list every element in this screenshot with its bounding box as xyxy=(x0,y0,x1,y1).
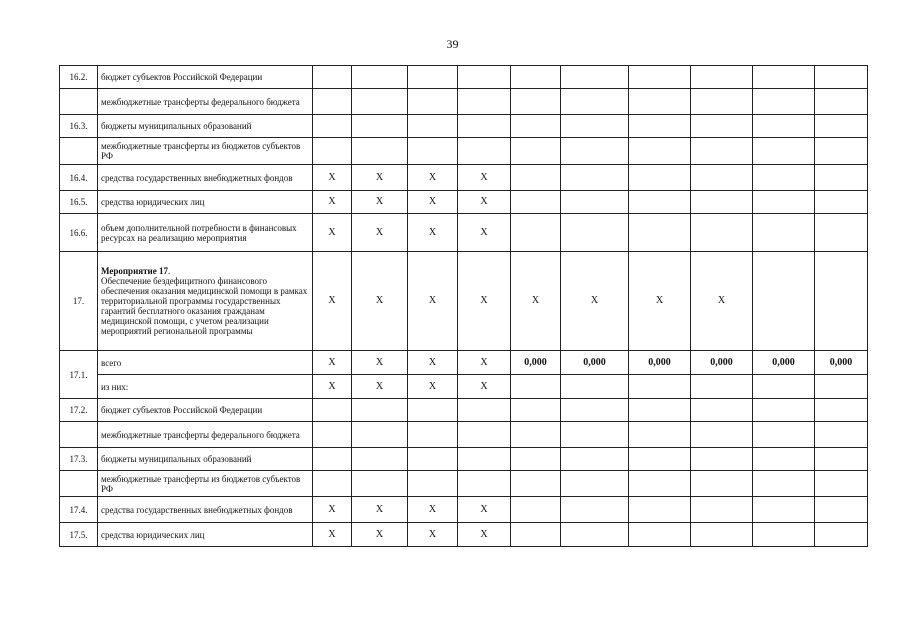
value-cell: X xyxy=(458,523,511,547)
table-row xyxy=(60,66,868,89)
table-row xyxy=(60,497,868,523)
value-cell xyxy=(691,191,753,214)
row-number: 16.4. xyxy=(60,165,98,191)
value-cell xyxy=(561,375,629,399)
value-cell: X xyxy=(352,165,408,191)
value-cell xyxy=(313,138,352,165)
value-cell xyxy=(691,523,753,547)
value-cell xyxy=(691,399,753,422)
value-cell xyxy=(408,471,458,497)
value-cell xyxy=(561,448,629,471)
value-cell xyxy=(629,191,691,214)
table-row xyxy=(60,115,868,138)
value-cell xyxy=(511,89,561,115)
value-cell: X xyxy=(313,252,352,351)
page-number: 39 xyxy=(446,37,459,51)
row-label: средства юридических лиц xyxy=(98,191,313,214)
value-cell xyxy=(815,66,868,89)
row-number: 16.3. xyxy=(60,115,98,138)
row-number: 16.5. xyxy=(60,191,98,214)
value-cell xyxy=(691,138,753,165)
value-cell xyxy=(753,375,815,399)
value-cell xyxy=(629,214,691,252)
value-cell xyxy=(561,191,629,214)
value-cell xyxy=(352,115,408,138)
value-cell xyxy=(352,138,408,165)
value-cell xyxy=(352,89,408,115)
row-label: межбюджетные трансферты федерального бюджета xyxy=(98,89,313,115)
value-cell xyxy=(408,399,458,422)
value-cell: X xyxy=(313,523,352,547)
value-cell xyxy=(352,471,408,497)
value-cell xyxy=(458,399,511,422)
table-row xyxy=(60,471,868,497)
value-cell xyxy=(629,399,691,422)
value-cell xyxy=(753,191,815,214)
value-cell xyxy=(815,523,868,547)
row-number: 17.2. xyxy=(60,399,98,422)
row-number: 16.6. xyxy=(60,214,98,252)
value-cell: X xyxy=(408,523,458,547)
value-cell: X xyxy=(458,252,511,351)
value-cell xyxy=(753,138,815,165)
row-label: Мероприятие 17. Обеспечение бездефицитного финансового обеспечения оказания медицинской помощи в рамках территориальной программы государственных гарантий бесплатного оказания гражданам медицинской помощи, с учетом реализации мероприятий региональной программы xyxy=(98,252,313,351)
row-label: средства государственных внебюджетных фондов xyxy=(98,497,313,523)
value-cell xyxy=(691,165,753,191)
value-cell xyxy=(629,448,691,471)
event-description: Обеспечение бездефицитного финансового обеспечения оказания медицинской помощи в рамках территориальной программы государственных гарантий бесплатного оказания гражданам медицинской помощи, с учетом реализации мероприятий региональной программы xyxy=(101,276,308,336)
value-cell: 0,000 xyxy=(561,351,629,375)
value-cell xyxy=(815,115,868,138)
row-label: межбюджетные трансферты федерального бюджета xyxy=(98,422,313,448)
value-cell: X xyxy=(313,214,352,252)
value-cell xyxy=(511,138,561,165)
value-cell xyxy=(815,422,868,448)
value-cell: 0,000 xyxy=(753,351,815,375)
value-cell xyxy=(691,422,753,448)
row-label: из них: xyxy=(98,375,313,399)
value-cell: X xyxy=(408,497,458,523)
row-number xyxy=(60,471,98,497)
value-cell xyxy=(815,191,868,214)
value-cell xyxy=(561,214,629,252)
value-cell xyxy=(561,138,629,165)
value-cell: X xyxy=(408,375,458,399)
value-cell xyxy=(691,115,753,138)
value-cell: X xyxy=(691,252,753,351)
value-cell xyxy=(753,115,815,138)
value-cell xyxy=(511,375,561,399)
value-cell xyxy=(561,471,629,497)
value-cell xyxy=(753,523,815,547)
value-cell xyxy=(753,165,815,191)
row-label: бюджеты муниципальных образований xyxy=(98,448,313,471)
value-cell: X xyxy=(458,191,511,214)
value-cell xyxy=(753,66,815,89)
value-cell xyxy=(691,89,753,115)
value-cell xyxy=(313,89,352,115)
value-cell xyxy=(352,399,408,422)
value-cell: X xyxy=(352,191,408,214)
value-cell: X xyxy=(458,497,511,523)
table-row xyxy=(60,138,868,165)
table-row xyxy=(60,351,868,375)
value-cell xyxy=(691,497,753,523)
row-number: 17.3. xyxy=(60,448,98,471)
value-cell xyxy=(313,448,352,471)
value-cell xyxy=(815,399,868,422)
value-cell xyxy=(629,138,691,165)
value-cell xyxy=(511,448,561,471)
row-label: всего xyxy=(98,351,313,375)
value-cell xyxy=(561,165,629,191)
value-cell: X xyxy=(313,497,352,523)
value-cell xyxy=(511,115,561,138)
value-cell: X xyxy=(458,165,511,191)
value-cell: X xyxy=(408,214,458,252)
value-cell xyxy=(458,138,511,165)
value-cell: X xyxy=(352,351,408,375)
value-cell xyxy=(753,252,815,351)
value-cell xyxy=(511,523,561,547)
value-cell xyxy=(691,214,753,252)
value-cell xyxy=(352,66,408,89)
row-number xyxy=(60,138,98,165)
table-row xyxy=(60,214,868,252)
value-cell xyxy=(458,89,511,115)
value-cell xyxy=(629,89,691,115)
value-cell xyxy=(753,448,815,471)
value-cell xyxy=(313,471,352,497)
value-cell xyxy=(753,399,815,422)
value-cell xyxy=(408,448,458,471)
value-cell xyxy=(511,165,561,191)
value-cell xyxy=(629,523,691,547)
value-cell xyxy=(561,399,629,422)
row-number: 17.1. xyxy=(60,351,98,399)
row-number xyxy=(60,422,98,448)
row-number: 16.2. xyxy=(60,66,98,89)
value-cell xyxy=(511,214,561,252)
row-number xyxy=(60,89,98,115)
value-cell xyxy=(561,422,629,448)
value-cell: X xyxy=(561,252,629,351)
value-cell: X xyxy=(629,252,691,351)
value-cell: X xyxy=(408,351,458,375)
row-label: межбюджетные трансферты из бюджетов субъектов РФ xyxy=(98,138,313,165)
value-cell xyxy=(458,115,511,138)
table-row xyxy=(60,422,868,448)
value-cell: 0,000 xyxy=(511,351,561,375)
value-cell xyxy=(408,138,458,165)
value-cell xyxy=(313,115,352,138)
value-cell xyxy=(313,66,352,89)
value-cell: X xyxy=(313,375,352,399)
table-row xyxy=(60,191,868,214)
value-cell xyxy=(815,214,868,252)
row-label: бюджет субъектов Российской Федерации xyxy=(98,66,313,89)
value-cell xyxy=(408,66,458,89)
value-cell xyxy=(815,89,868,115)
value-cell: X xyxy=(458,351,511,375)
value-cell xyxy=(408,89,458,115)
value-cell: X xyxy=(313,191,352,214)
value-cell: X xyxy=(408,252,458,351)
table-row xyxy=(60,165,868,191)
value-cell xyxy=(511,497,561,523)
value-cell xyxy=(815,471,868,497)
event-title: Мероприятие 17 xyxy=(101,266,168,276)
row-label: средства юридических лиц xyxy=(98,523,313,547)
row-label: объем дополнительной потребности в финансовых ресурсах на реализацию мероприятия xyxy=(98,214,313,252)
value-cell xyxy=(691,66,753,89)
row-number: 17.5. xyxy=(60,523,98,547)
value-cell xyxy=(458,471,511,497)
value-cell xyxy=(629,497,691,523)
value-cell xyxy=(753,89,815,115)
value-cell: 0,000 xyxy=(629,351,691,375)
value-cell xyxy=(629,66,691,89)
value-cell: X xyxy=(313,351,352,375)
value-cell xyxy=(458,448,511,471)
value-cell xyxy=(561,523,629,547)
value-cell xyxy=(561,66,629,89)
value-cell xyxy=(561,497,629,523)
value-cell: X xyxy=(408,191,458,214)
table-row xyxy=(60,252,868,351)
row-label: межбюджетные трансферты из бюджетов субъектов РФ xyxy=(98,471,313,497)
value-cell xyxy=(629,165,691,191)
value-cell xyxy=(691,471,753,497)
value-cell xyxy=(815,138,868,165)
value-cell xyxy=(313,422,352,448)
value-cell: X xyxy=(352,497,408,523)
row-number: 17.4. xyxy=(60,497,98,523)
value-cell xyxy=(511,66,561,89)
value-cell xyxy=(458,66,511,89)
value-cell xyxy=(753,471,815,497)
value-cell xyxy=(753,422,815,448)
budget-table xyxy=(59,65,868,547)
value-cell xyxy=(815,497,868,523)
value-cell xyxy=(511,191,561,214)
value-cell: X xyxy=(458,375,511,399)
value-cell xyxy=(458,422,511,448)
value-cell xyxy=(629,422,691,448)
table-row xyxy=(60,399,868,422)
value-cell xyxy=(815,165,868,191)
row-label: средства государственных внебюджетных фондов xyxy=(98,165,313,191)
value-cell: X xyxy=(352,252,408,351)
value-cell: 0,000 xyxy=(815,351,868,375)
value-cell xyxy=(815,252,868,351)
value-cell xyxy=(815,375,868,399)
value-cell xyxy=(408,115,458,138)
value-cell xyxy=(753,497,815,523)
value-cell xyxy=(753,214,815,252)
value-cell xyxy=(691,375,753,399)
value-cell: 0,000 xyxy=(691,351,753,375)
value-cell xyxy=(629,375,691,399)
value-cell xyxy=(511,471,561,497)
value-cell xyxy=(352,422,408,448)
value-cell xyxy=(511,422,561,448)
row-number: 17. xyxy=(60,252,98,351)
value-cell xyxy=(561,115,629,138)
value-cell: X xyxy=(408,165,458,191)
table-row xyxy=(60,523,868,547)
table-row xyxy=(60,448,868,471)
value-cell xyxy=(629,115,691,138)
value-cell: X xyxy=(511,252,561,351)
row-label: бюджет субъектов Российской Федерации xyxy=(98,399,313,422)
value-cell: X xyxy=(352,214,408,252)
value-cell: X xyxy=(313,165,352,191)
value-cell xyxy=(313,399,352,422)
value-cell: X xyxy=(458,214,511,252)
value-cell xyxy=(408,422,458,448)
table-row xyxy=(60,89,868,115)
value-cell xyxy=(815,448,868,471)
value-cell: X xyxy=(352,375,408,399)
value-cell xyxy=(352,448,408,471)
table-row xyxy=(60,375,868,399)
row-label: бюджеты муниципальных образований xyxy=(98,115,313,138)
value-cell xyxy=(691,448,753,471)
value-cell: X xyxy=(352,523,408,547)
value-cell xyxy=(629,471,691,497)
value-cell xyxy=(561,89,629,115)
value-cell xyxy=(511,399,561,422)
